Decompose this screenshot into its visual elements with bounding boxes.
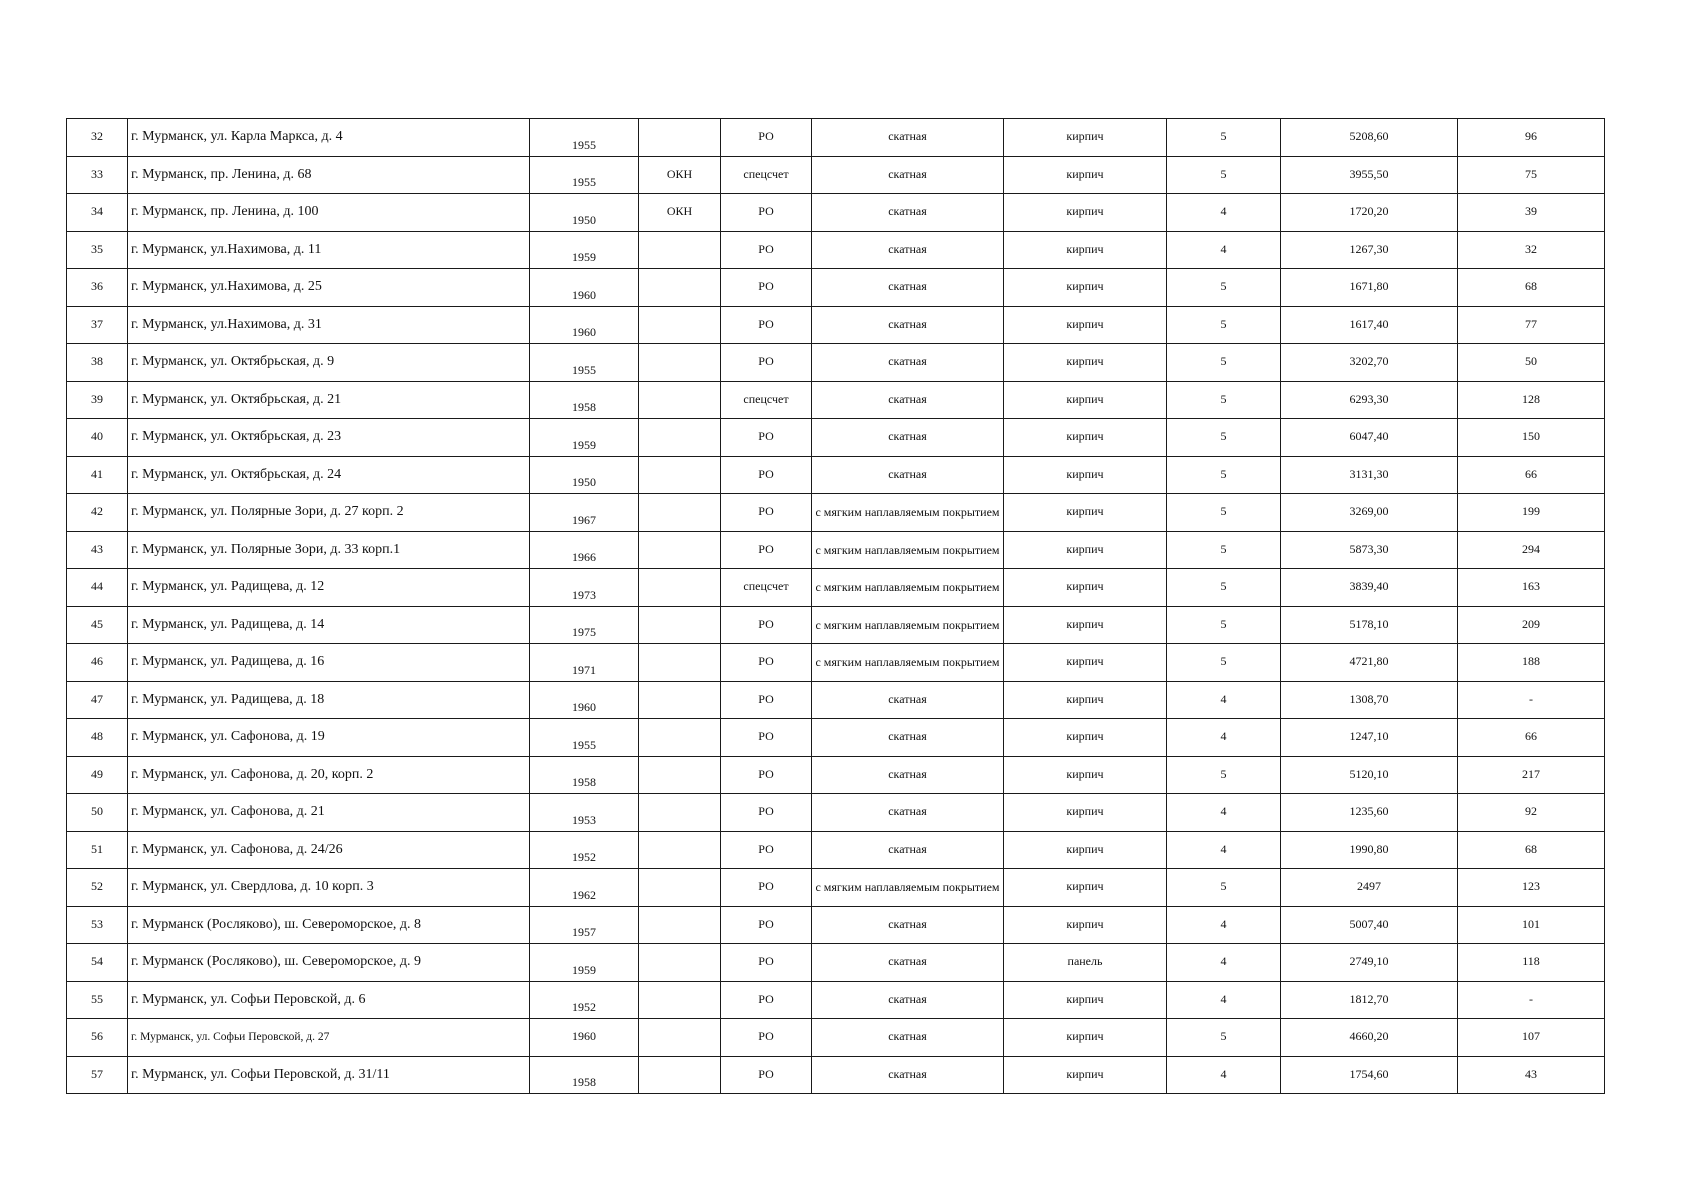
cell-address: г. Мурманск, ул. Сафонова, д. 19 [128, 719, 530, 757]
cell-residents: 43 [1458, 1056, 1605, 1094]
cell-area: 6293,30 [1281, 381, 1458, 419]
cell-wall-material: кирпич [1004, 1019, 1167, 1057]
cell-floors: 4 [1167, 794, 1281, 832]
cell-residents: - [1458, 981, 1605, 1019]
cell-year: 1952 [530, 831, 639, 869]
cell-okn-status [639, 344, 721, 382]
cell-row-number: 50 [67, 794, 128, 832]
table-row [67, 119, 1605, 157]
cell-floors: 4 [1167, 981, 1281, 1019]
cell-row-number: 51 [67, 831, 128, 869]
cell-roof-type: скатная [812, 719, 1004, 757]
cell-fund-method: РО [721, 944, 812, 982]
cell-fund-method: РО [721, 419, 812, 457]
cell-row-number: 38 [67, 344, 128, 382]
cell-fund-method: спецсчет [721, 381, 812, 419]
cell-area: 1671,80 [1281, 269, 1458, 307]
cell-okn-status [639, 944, 721, 982]
cell-year: 1959 [530, 419, 639, 457]
cell-residents: 50 [1458, 344, 1605, 382]
cell-year: 1955 [530, 344, 639, 382]
cell-okn-status [639, 606, 721, 644]
cell-area: 4660,20 [1281, 1019, 1458, 1057]
cell-fund-method: спецсчет [721, 156, 812, 194]
table-row [67, 269, 1605, 307]
cell-address: г. Мурманск, ул. Радищева, д. 18 [128, 681, 530, 719]
cell-address: г. Мурманск, ул. Сафонова, д. 21 [128, 794, 530, 832]
cell-floors: 4 [1167, 906, 1281, 944]
cell-fund-method: спецсчет [721, 569, 812, 607]
cell-roof-type: скатная [812, 831, 1004, 869]
cell-residents: 118 [1458, 944, 1605, 982]
cell-roof-type: скатная [812, 456, 1004, 494]
cell-wall-material: кирпич [1004, 231, 1167, 269]
cell-residents: 66 [1458, 719, 1605, 757]
cell-okn-status [639, 494, 721, 532]
table-row [67, 194, 1605, 232]
cell-roof-type: с мягким наплавляемым покрытием [812, 569, 1004, 607]
cell-residents: 123 [1458, 869, 1605, 907]
cell-area: 3269,00 [1281, 494, 1458, 532]
cell-address: г. Мурманск, ул.Нахимова, д. 25 [128, 269, 530, 307]
cell-fund-method: РО [721, 194, 812, 232]
cell-row-number: 36 [67, 269, 128, 307]
cell-year: 1975 [530, 606, 639, 644]
cell-area: 3202,70 [1281, 344, 1458, 382]
cell-okn-status [639, 269, 721, 307]
table-row [67, 1019, 1605, 1057]
cell-wall-material: кирпич [1004, 494, 1167, 532]
cell-residents: 209 [1458, 606, 1605, 644]
cell-area: 4721,80 [1281, 644, 1458, 682]
cell-fund-method: РО [721, 531, 812, 569]
cell-okn-status [639, 906, 721, 944]
table-row [67, 531, 1605, 569]
cell-area: 1990,80 [1281, 831, 1458, 869]
cell-residents: 128 [1458, 381, 1605, 419]
cell-area: 1247,10 [1281, 719, 1458, 757]
registry-sheet [66, 118, 1605, 1094]
cell-wall-material: кирпич [1004, 1056, 1167, 1094]
cell-address: г. Мурманск (Росляково), ш. Североморское, д. 9 [128, 944, 530, 982]
cell-address: г. Мурманск, ул. Октябрьская, д. 21 [128, 381, 530, 419]
cell-year: 1967 [530, 494, 639, 532]
cell-fund-method: РО [721, 606, 812, 644]
cell-okn-status [639, 719, 721, 757]
cell-row-number: 48 [67, 719, 128, 757]
cell-floors: 5 [1167, 119, 1281, 157]
table-row [67, 831, 1605, 869]
table-row [67, 606, 1605, 644]
cell-area: 6047,40 [1281, 419, 1458, 457]
cell-row-number: 35 [67, 231, 128, 269]
cell-roof-type: скатная [812, 906, 1004, 944]
cell-area: 1267,30 [1281, 231, 1458, 269]
cell-fund-method: РО [721, 456, 812, 494]
cell-address: г. Мурманск, ул. Сафонова, д. 20, корп. 2 [128, 756, 530, 794]
cell-fund-method: РО [721, 119, 812, 157]
cell-wall-material: кирпич [1004, 569, 1167, 607]
cell-roof-type: с мягким наплавляемым покрытием [812, 606, 1004, 644]
cell-wall-material: кирпич [1004, 194, 1167, 232]
housing-registry-table [66, 118, 1605, 1094]
cell-address: г. Мурманск, ул. Карла Маркса, д. 4 [128, 119, 530, 157]
cell-address: г. Мурманск, ул. Радищева, д. 16 [128, 644, 530, 682]
table-row [67, 494, 1605, 532]
table-row [67, 381, 1605, 419]
table-row [67, 456, 1605, 494]
cell-floors: 4 [1167, 1056, 1281, 1094]
cell-roof-type: скатная [812, 381, 1004, 419]
cell-roof-type: скатная [812, 1056, 1004, 1094]
cell-residents: 68 [1458, 269, 1605, 307]
cell-year: 1953 [530, 794, 639, 832]
cell-fund-method: РО [721, 869, 812, 907]
cell-fund-method: РО [721, 1056, 812, 1094]
cell-year: 1971 [530, 644, 639, 682]
cell-residents: 32 [1458, 231, 1605, 269]
cell-floors: 4 [1167, 681, 1281, 719]
cell-okn-status [639, 869, 721, 907]
cell-floors: 5 [1167, 344, 1281, 382]
cell-area: 5120,10 [1281, 756, 1458, 794]
cell-residents: 66 [1458, 456, 1605, 494]
cell-roof-type: скатная [812, 756, 1004, 794]
cell-residents: 199 [1458, 494, 1605, 532]
cell-row-number: 54 [67, 944, 128, 982]
cell-wall-material: кирпич [1004, 719, 1167, 757]
cell-row-number: 40 [67, 419, 128, 457]
cell-floors: 4 [1167, 831, 1281, 869]
cell-fund-method: РО [721, 231, 812, 269]
cell-floors: 5 [1167, 569, 1281, 607]
cell-address: г. Мурманск, ул.Нахимова, д. 11 [128, 231, 530, 269]
cell-address: г. Мурманск, ул.Нахимова, д. 31 [128, 306, 530, 344]
cell-okn-status [639, 681, 721, 719]
cell-floors: 5 [1167, 456, 1281, 494]
cell-residents: 107 [1458, 1019, 1605, 1057]
cell-row-number: 46 [67, 644, 128, 682]
cell-year: 1958 [530, 1056, 639, 1094]
cell-row-number: 39 [67, 381, 128, 419]
cell-roof-type: скатная [812, 306, 1004, 344]
cell-wall-material: кирпич [1004, 456, 1167, 494]
cell-roof-type: скатная [812, 681, 1004, 719]
table-row [67, 419, 1605, 457]
cell-roof-type: скатная [812, 419, 1004, 457]
cell-area: 5007,40 [1281, 906, 1458, 944]
cell-year: 1955 [530, 156, 639, 194]
cell-okn-status: ОКН [639, 156, 721, 194]
cell-residents: 96 [1458, 119, 1605, 157]
cell-wall-material: кирпич [1004, 681, 1167, 719]
cell-address: г. Мурманск, ул. Октябрьская, д. 24 [128, 456, 530, 494]
cell-fund-method: РО [721, 344, 812, 382]
cell-wall-material: кирпич [1004, 306, 1167, 344]
cell-residents: 92 [1458, 794, 1605, 832]
cell-address: г. Мурманск, пр. Ленина, д. 68 [128, 156, 530, 194]
cell-fund-method: РО [721, 644, 812, 682]
table-body [67, 119, 1605, 1094]
cell-roof-type: скатная [812, 981, 1004, 1019]
cell-roof-type: с мягким наплавляемым покрытием [812, 494, 1004, 532]
cell-area: 5873,30 [1281, 531, 1458, 569]
cell-roof-type: скатная [812, 231, 1004, 269]
cell-floors: 4 [1167, 944, 1281, 982]
cell-wall-material: кирпич [1004, 119, 1167, 157]
cell-roof-type: с мягким наплавляемым покрытием [812, 644, 1004, 682]
cell-address: г. Мурманск, ул. Октябрьская, д. 9 [128, 344, 530, 382]
cell-okn-status [639, 306, 721, 344]
cell-area: 2497 [1281, 869, 1458, 907]
cell-address: г. Мурманск (Росляково), ш. Североморское, д. 8 [128, 906, 530, 944]
cell-address: г. Мурманск, ул. Октябрьская, д. 23 [128, 419, 530, 457]
table-row [67, 719, 1605, 757]
cell-wall-material: кирпич [1004, 794, 1167, 832]
cell-roof-type: скатная [812, 794, 1004, 832]
cell-area: 1720,20 [1281, 194, 1458, 232]
cell-okn-status [639, 381, 721, 419]
cell-row-number: 33 [67, 156, 128, 194]
cell-year: 1959 [530, 231, 639, 269]
cell-fund-method: РО [721, 269, 812, 307]
cell-roof-type: скатная [812, 194, 1004, 232]
cell-row-number: 57 [67, 1056, 128, 1094]
cell-address: г. Мурманск, ул. Софьи Перовской, д. 31/11 [128, 1056, 530, 1094]
cell-roof-type: скатная [812, 119, 1004, 157]
cell-area: 3131,30 [1281, 456, 1458, 494]
cell-fund-method: РО [721, 756, 812, 794]
cell-roof-type: скатная [812, 269, 1004, 307]
cell-okn-status [639, 756, 721, 794]
cell-fund-method: РО [721, 1019, 812, 1057]
cell-fund-method: РО [721, 681, 812, 719]
cell-area: 2749,10 [1281, 944, 1458, 982]
cell-fund-method: РО [721, 719, 812, 757]
cell-address: г. Мурманск, ул. Радищева, д. 14 [128, 606, 530, 644]
table-row [67, 344, 1605, 382]
cell-residents: 39 [1458, 194, 1605, 232]
table-row [67, 944, 1605, 982]
cell-floors: 5 [1167, 269, 1281, 307]
cell-residents: 150 [1458, 419, 1605, 457]
cell-wall-material: кирпич [1004, 419, 1167, 457]
cell-year: 1950 [530, 194, 639, 232]
cell-floors: 5 [1167, 494, 1281, 532]
cell-fund-method: РО [721, 494, 812, 532]
cell-address: г. Мурманск, ул. Свердлова, д. 10 корп. 3 [128, 869, 530, 907]
cell-wall-material: кирпич [1004, 906, 1167, 944]
cell-address: г. Мурманск, ул. Полярные Зори, д. 33 корп.1 [128, 531, 530, 569]
cell-address: г. Мурманск, ул. Полярные Зори, д. 27 корп. 2 [128, 494, 530, 532]
cell-residents: 188 [1458, 644, 1605, 682]
cell-year: 1952 [530, 981, 639, 1019]
cell-roof-type: скатная [812, 156, 1004, 194]
table-row [67, 644, 1605, 682]
cell-fund-method: РО [721, 794, 812, 832]
cell-wall-material: кирпич [1004, 344, 1167, 382]
cell-area: 1235,60 [1281, 794, 1458, 832]
cell-okn-status [639, 644, 721, 682]
cell-row-number: 37 [67, 306, 128, 344]
table-row [67, 681, 1605, 719]
cell-address: г. Мурманск, ул. Сафонова, д. 24/26 [128, 831, 530, 869]
cell-row-number: 47 [67, 681, 128, 719]
cell-area: 3955,50 [1281, 156, 1458, 194]
cell-area: 3839,40 [1281, 569, 1458, 607]
table-row [67, 306, 1605, 344]
cell-roof-type: с мягким наплавляемым покрытием [812, 869, 1004, 907]
cell-wall-material: кирпич [1004, 156, 1167, 194]
cell-roof-type: скатная [812, 344, 1004, 382]
cell-year: 1958 [530, 381, 639, 419]
cell-row-number: 44 [67, 569, 128, 607]
cell-wall-material: кирпич [1004, 606, 1167, 644]
cell-row-number: 32 [67, 119, 128, 157]
cell-okn-status [639, 456, 721, 494]
cell-residents: 77 [1458, 306, 1605, 344]
cell-row-number: 41 [67, 456, 128, 494]
cell-okn-status [639, 569, 721, 607]
cell-wall-material: панель [1004, 944, 1167, 982]
table-row [67, 981, 1605, 1019]
cell-wall-material: кирпич [1004, 869, 1167, 907]
cell-floors: 5 [1167, 419, 1281, 457]
cell-year: 1960 [530, 1019, 639, 1057]
cell-fund-method: РО [721, 306, 812, 344]
cell-wall-material: кирпич [1004, 381, 1167, 419]
table-row [67, 1056, 1605, 1094]
cell-fund-method: РО [721, 906, 812, 944]
cell-okn-status [639, 831, 721, 869]
table-row [67, 231, 1605, 269]
cell-year: 1955 [530, 719, 639, 757]
cell-residents: 68 [1458, 831, 1605, 869]
cell-okn-status: ОКН [639, 194, 721, 232]
cell-row-number: 49 [67, 756, 128, 794]
cell-floors: 5 [1167, 1019, 1281, 1057]
cell-address: г. Мурманск, ул. Софьи Перовской, д. 27 [128, 1019, 530, 1057]
cell-row-number: 43 [67, 531, 128, 569]
cell-year: 1973 [530, 569, 639, 607]
cell-floors: 4 [1167, 194, 1281, 232]
cell-fund-method: РО [721, 981, 812, 1019]
cell-residents: 294 [1458, 531, 1605, 569]
cell-year: 1957 [530, 906, 639, 944]
cell-wall-material: кирпич [1004, 531, 1167, 569]
table-row [67, 569, 1605, 607]
cell-roof-type: скатная [812, 1019, 1004, 1057]
cell-year: 1960 [530, 681, 639, 719]
cell-okn-status [639, 419, 721, 457]
cell-area: 5178,10 [1281, 606, 1458, 644]
cell-wall-material: кирпич [1004, 981, 1167, 1019]
cell-roof-type: скатная [812, 944, 1004, 982]
cell-row-number: 45 [67, 606, 128, 644]
cell-floors: 4 [1167, 719, 1281, 757]
cell-area: 1308,70 [1281, 681, 1458, 719]
cell-roof-type: с мягким наплавляемым покрытием [812, 531, 1004, 569]
cell-okn-status [639, 1056, 721, 1094]
cell-floors: 5 [1167, 644, 1281, 682]
cell-area: 1812,70 [1281, 981, 1458, 1019]
cell-row-number: 42 [67, 494, 128, 532]
cell-wall-material: кирпич [1004, 831, 1167, 869]
cell-residents: 217 [1458, 756, 1605, 794]
table-row [67, 794, 1605, 832]
table-row [67, 906, 1605, 944]
cell-floors: 5 [1167, 531, 1281, 569]
table-row [67, 156, 1605, 194]
cell-okn-status [639, 794, 721, 832]
cell-year: 1955 [530, 119, 639, 157]
cell-year: 1962 [530, 869, 639, 907]
cell-year: 1950 [530, 456, 639, 494]
cell-year: 1960 [530, 269, 639, 307]
cell-okn-status [639, 1019, 721, 1057]
cell-floors: 5 [1167, 156, 1281, 194]
cell-floors: 5 [1167, 306, 1281, 344]
cell-year: 1958 [530, 756, 639, 794]
cell-floors: 5 [1167, 869, 1281, 907]
cell-residents: 101 [1458, 906, 1605, 944]
cell-area: 1617,40 [1281, 306, 1458, 344]
cell-okn-status [639, 119, 721, 157]
cell-year: 1959 [530, 944, 639, 982]
table-row [67, 756, 1605, 794]
cell-row-number: 55 [67, 981, 128, 1019]
cell-wall-material: кирпич [1004, 644, 1167, 682]
cell-okn-status [639, 231, 721, 269]
cell-year: 1960 [530, 306, 639, 344]
cell-floors: 5 [1167, 606, 1281, 644]
cell-area: 1754,60 [1281, 1056, 1458, 1094]
cell-fund-method: РО [721, 831, 812, 869]
cell-address: г. Мурманск, ул. Радищева, д. 12 [128, 569, 530, 607]
cell-floors: 5 [1167, 381, 1281, 419]
cell-residents: 163 [1458, 569, 1605, 607]
cell-floors: 5 [1167, 756, 1281, 794]
cell-year: 1966 [530, 531, 639, 569]
cell-row-number: 34 [67, 194, 128, 232]
cell-okn-status [639, 531, 721, 569]
cell-row-number: 56 [67, 1019, 128, 1057]
cell-area: 5208,60 [1281, 119, 1458, 157]
cell-row-number: 53 [67, 906, 128, 944]
cell-residents: 75 [1458, 156, 1605, 194]
cell-address: г. Мурманск, ул. Софьи Перовской, д. 6 [128, 981, 530, 1019]
cell-wall-material: кирпич [1004, 269, 1167, 307]
table-row [67, 869, 1605, 907]
cell-address: г. Мурманск, пр. Ленина, д. 100 [128, 194, 530, 232]
cell-okn-status [639, 981, 721, 1019]
cell-wall-material: кирпич [1004, 756, 1167, 794]
cell-floors: 4 [1167, 231, 1281, 269]
cell-residents: - [1458, 681, 1605, 719]
cell-row-number: 52 [67, 869, 128, 907]
